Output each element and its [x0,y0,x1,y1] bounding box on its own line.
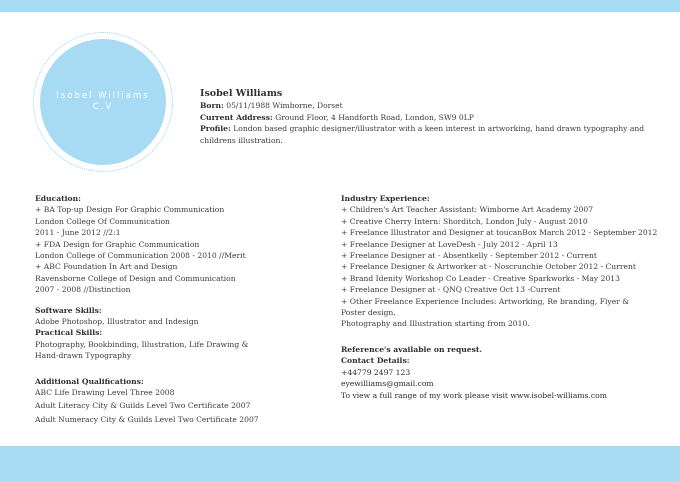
logo-name: Isobel Williams [56,91,150,101]
left-column [35,193,320,425]
experience-heading: Industry Experience: [341,194,430,203]
born-value: 05/11/1988 Wimborne, Dorset [226,101,343,110]
contact-heading: Contact Details: [341,356,410,366]
email-address: eyewilliams@gmail.com [341,379,434,389]
education-line: + ABC Foundation In Art and Design [35,262,178,272]
personal-info [200,88,670,146]
software-value: Adobe Photoshop, Illustrator and Indesign [35,317,199,327]
experience-line: + Brand Idenity Workshop Co Leader - Creative Sparkworks - May 2013 [341,273,620,283]
right-column [341,193,661,401]
practical-heading: Practical Skills: [35,328,103,338]
experience-line: + Freelance Illustrator and Designer at toucanBox March 2012 - September 2012 [341,228,658,238]
references-note: Reference's available on request. [341,344,483,354]
born-label: Born: [200,101,224,110]
portfolio-line: To view a full range of my work please visit www.isobel-williams.com [341,390,607,400]
experience-line: + Freelance Designer at LoveDesh - July 2012 - April 13 [341,239,558,249]
education-line: 2007 - 2008 //Distinction [35,285,131,295]
logo-subtitle: C.V [92,102,114,112]
education-heading: Education: [35,194,81,203]
qualifications-heading: Additional Qualifications: [35,376,144,386]
experience-line: + Other Freelance Experience Includes: Artworking, Re branding, Flyer & Poster design, [341,296,630,318]
logo-circle [40,39,166,165]
software-heading: Software Skills: [35,305,102,315]
address-value: Ground Floor, 4 Handforth Road, London, SW9 0LP [275,112,474,122]
profile-line [200,123,670,146]
bottom-band [0,446,680,481]
education-line: London College Of Communication [35,216,170,226]
experience-line: + Creative Cherry Intern: Shorditch, London July - August 2010 [341,216,588,226]
education-line: Ravensborne College of Design and Communication [35,273,236,283]
born-line [200,100,670,112]
education-line: London College of Communication 2008 - 2010 //Merit [35,251,246,261]
experience-line: + Children's Art Teacher Assistant: Wimborne Art Academy 2007 [341,205,594,215]
address-label: Current Address: [200,112,273,122]
profile-label: Profile: [200,124,231,134]
experience-line: Photography and Illustration starting from 2010. [341,319,530,329]
top-band [0,0,680,12]
experience-line: + Freelance Designer at - QNQ Creative Oct 13 -Current [341,285,561,295]
qualification-line: Adult Literacy City & Guilds Level Two Certificate 2007 [35,400,251,410]
profile-value: London based graphic designer/illustrator with a keen interest in artworking, hand drawn typography and childrens illustration. [200,124,645,145]
experience-line: + Freelance Designer & Artworker at - Noscrunchie October 2012 - Current [341,262,636,272]
qualification-line: Adult Numeracy City & Guilds Level Two Certificate 2007 [35,414,259,424]
address-line [200,112,670,124]
education-line: 2011 - June 2012 //2:1 [35,228,121,238]
phone-number: +44779 2497 123 [341,367,411,377]
experience-line: + Freelance Designer at - Absentkelly - September 2012 - Current [341,251,597,261]
practical-value: Photography, Bookbinding, Illustration, Life Drawing & Hand-drawn Typography [35,339,249,361]
education-line: + BA Top-up Design For Graphic Communication [35,205,225,215]
cv-name: Isobel Williams [200,88,283,99]
qualification-line: ABC Life Drawing Level Three 2008 [35,388,175,398]
education-line: + FDA Design for Graphic Communication [35,239,200,249]
